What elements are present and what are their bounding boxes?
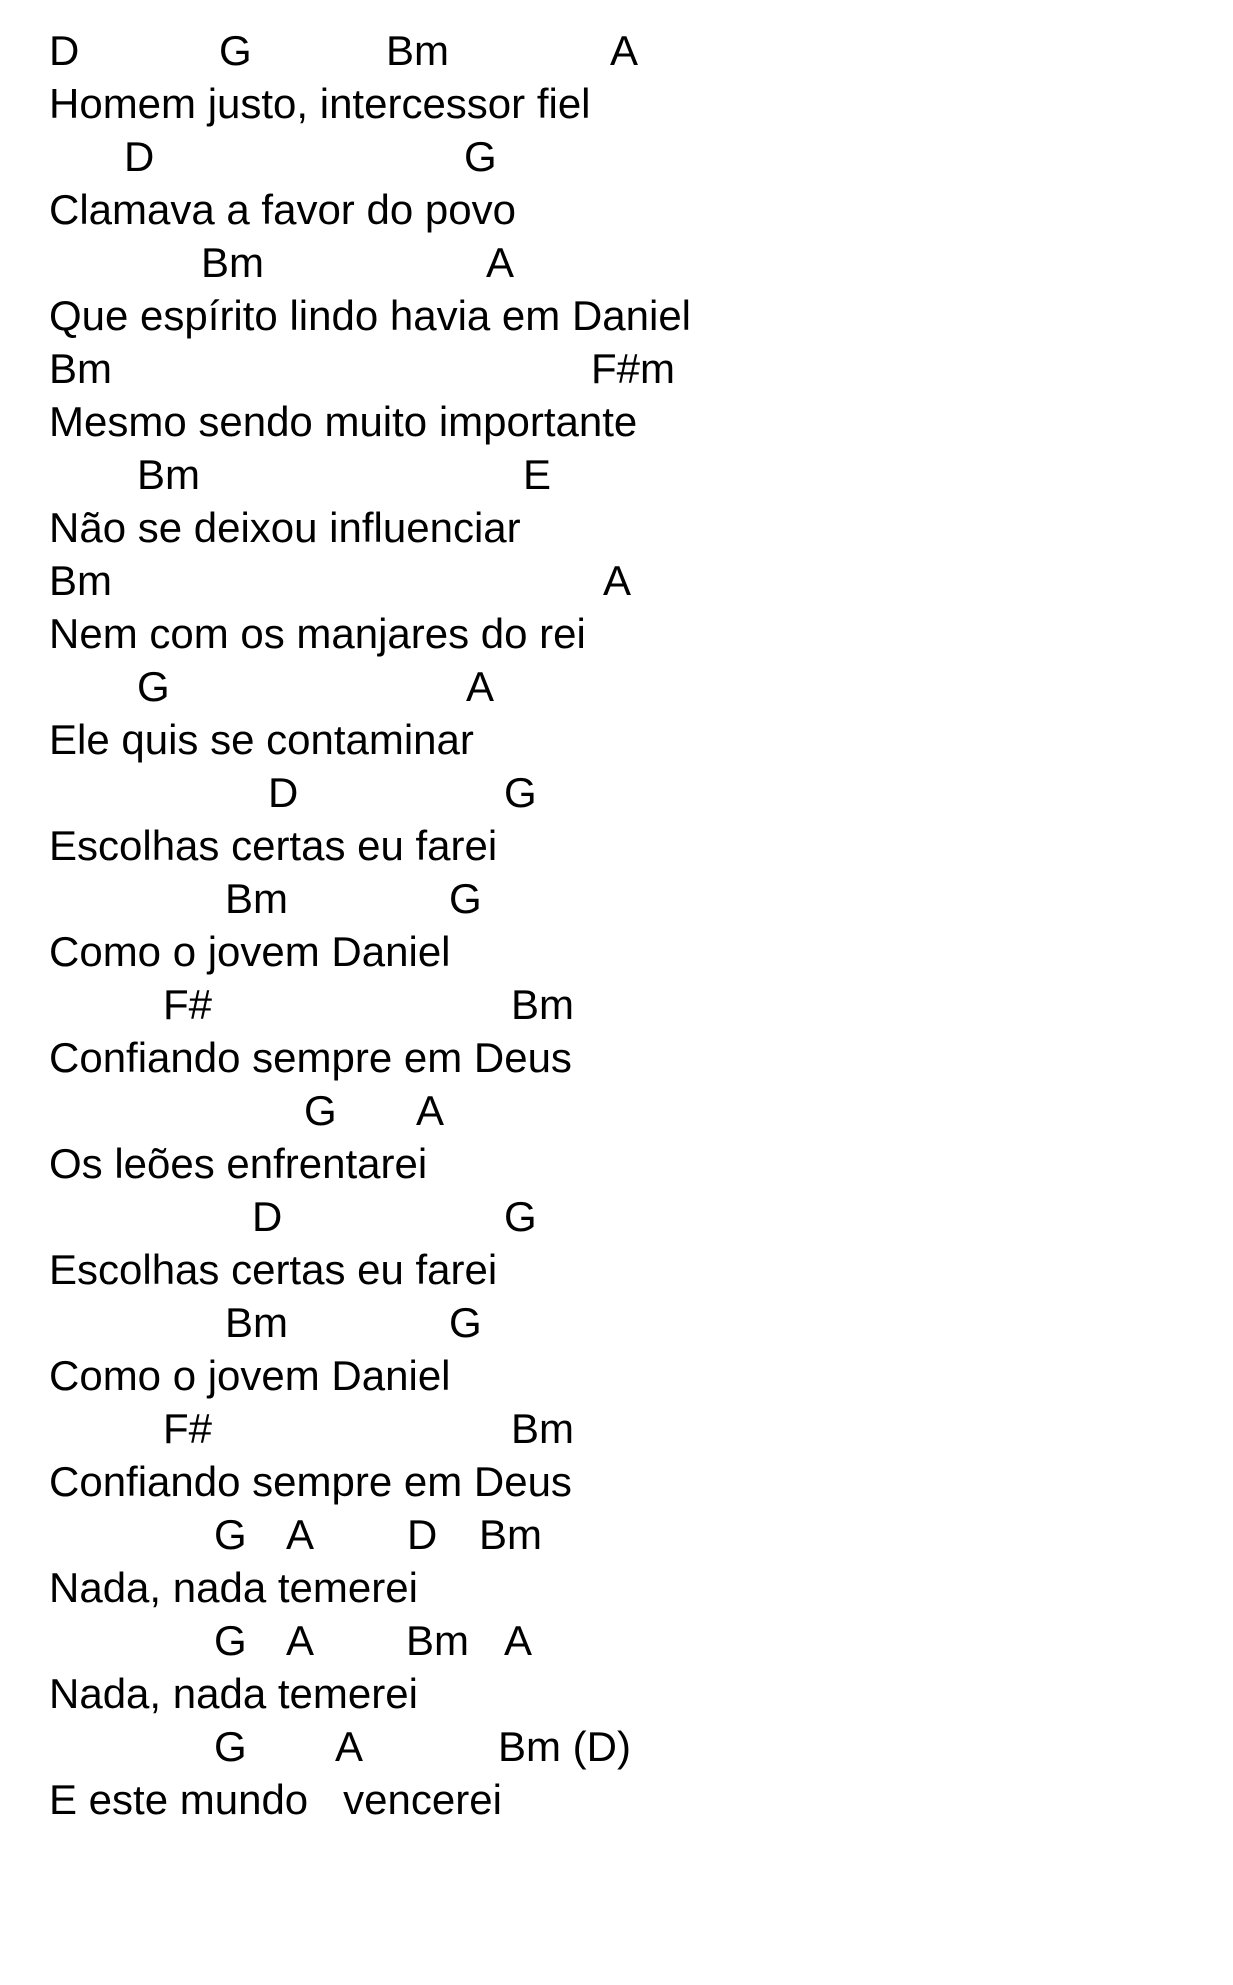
chord: D: [49, 27, 80, 74]
chord: A: [335, 1723, 364, 1770]
chord: Bm: [225, 875, 288, 922]
chord: Bm: [386, 27, 449, 74]
lyric-line: Ele quis se contaminar: [49, 716, 474, 763]
chord: Bm: [201, 239, 264, 286]
chord: F#m: [591, 345, 675, 392]
chord: Bm (D): [498, 1723, 631, 1770]
chord-line: [49, 978, 1199, 1031]
chord: A: [286, 1617, 315, 1664]
chord: F#: [163, 1405, 213, 1452]
chord-line: [49, 766, 1199, 819]
chord: A: [486, 239, 515, 286]
lyric-line: Escolhas certas eu farei: [49, 822, 498, 869]
chord: G: [137, 663, 170, 710]
chord: G: [449, 1299, 482, 1346]
chord-line: [49, 1190, 1199, 1243]
chord: E: [523, 451, 552, 498]
chord: Bm: [225, 1299, 288, 1346]
chord: Bm: [511, 1405, 574, 1452]
chord: A: [610, 27, 639, 74]
chord: G: [219, 27, 252, 74]
lyric-line: Mesmo sendo muito importante: [49, 398, 638, 445]
chord: D: [268, 769, 299, 816]
chord-line: [49, 1720, 1199, 1773]
lyric-line: Nem com os manjares do rei: [49, 610, 586, 657]
chord: G: [214, 1723, 247, 1770]
chord: Bm: [406, 1617, 469, 1664]
chord: G: [304, 1087, 337, 1134]
chord-line: [49, 1084, 1199, 1137]
chord-line: [49, 1296, 1199, 1349]
chord: A: [286, 1511, 315, 1558]
chord: Bm: [49, 557, 112, 604]
chord: A: [416, 1087, 445, 1134]
chord-line: [49, 660, 1199, 713]
chord-sheet: [49, 24, 1199, 1826]
chord: F#: [163, 981, 213, 1028]
lyric-line: Como o jovem Daniel: [49, 1352, 451, 1399]
chord: D: [252, 1193, 283, 1240]
chord-line: [49, 448, 1199, 501]
chord: Bm: [479, 1511, 542, 1558]
chord-line: [49, 130, 1199, 183]
lyric-line: Homem justo, intercessor fiel: [49, 80, 591, 127]
chord-line: [49, 1614, 1199, 1667]
lyric-line: Nada, nada temerei: [49, 1670, 418, 1717]
chord-line: [49, 872, 1199, 925]
chord-line: [49, 1508, 1199, 1561]
chord: Bm: [511, 981, 574, 1028]
chord-line: [49, 342, 1199, 395]
lyric-line: Confiando sempre em Deus: [49, 1458, 572, 1505]
lyric-line: Que espírito lindo havia em Daniel: [49, 292, 692, 339]
lyric-line: Clamava a favor do povo: [49, 186, 516, 233]
chord: G: [464, 133, 497, 180]
chord: A: [504, 1617, 533, 1664]
chord-line: [49, 554, 1199, 607]
chord: G: [449, 875, 482, 922]
chord: G: [504, 1193, 537, 1240]
chord-line: [49, 24, 1199, 77]
lyric-line: Não se deixou influenciar: [49, 504, 521, 551]
lyric-line: Nada, nada temerei: [49, 1564, 418, 1611]
lyric-line: E este mundo vencerei: [49, 1776, 502, 1823]
chord: Bm: [49, 345, 112, 392]
chord: D: [124, 133, 155, 180]
chord: G: [214, 1511, 247, 1558]
lyric-line: Os leões enfrentarei: [49, 1140, 428, 1187]
chord: G: [214, 1617, 247, 1664]
chord: A: [603, 557, 632, 604]
chord-line: [49, 236, 1199, 289]
chord: D: [407, 1511, 438, 1558]
lyric-line: Escolhas certas eu farei: [49, 1246, 498, 1293]
chord-line: [49, 1402, 1199, 1455]
lyric-line: Confiando sempre em Deus: [49, 1034, 572, 1081]
chord: A: [466, 663, 495, 710]
lyric-line: Como o jovem Daniel: [49, 928, 451, 975]
chord: Bm: [137, 451, 200, 498]
chord: G: [504, 769, 537, 816]
